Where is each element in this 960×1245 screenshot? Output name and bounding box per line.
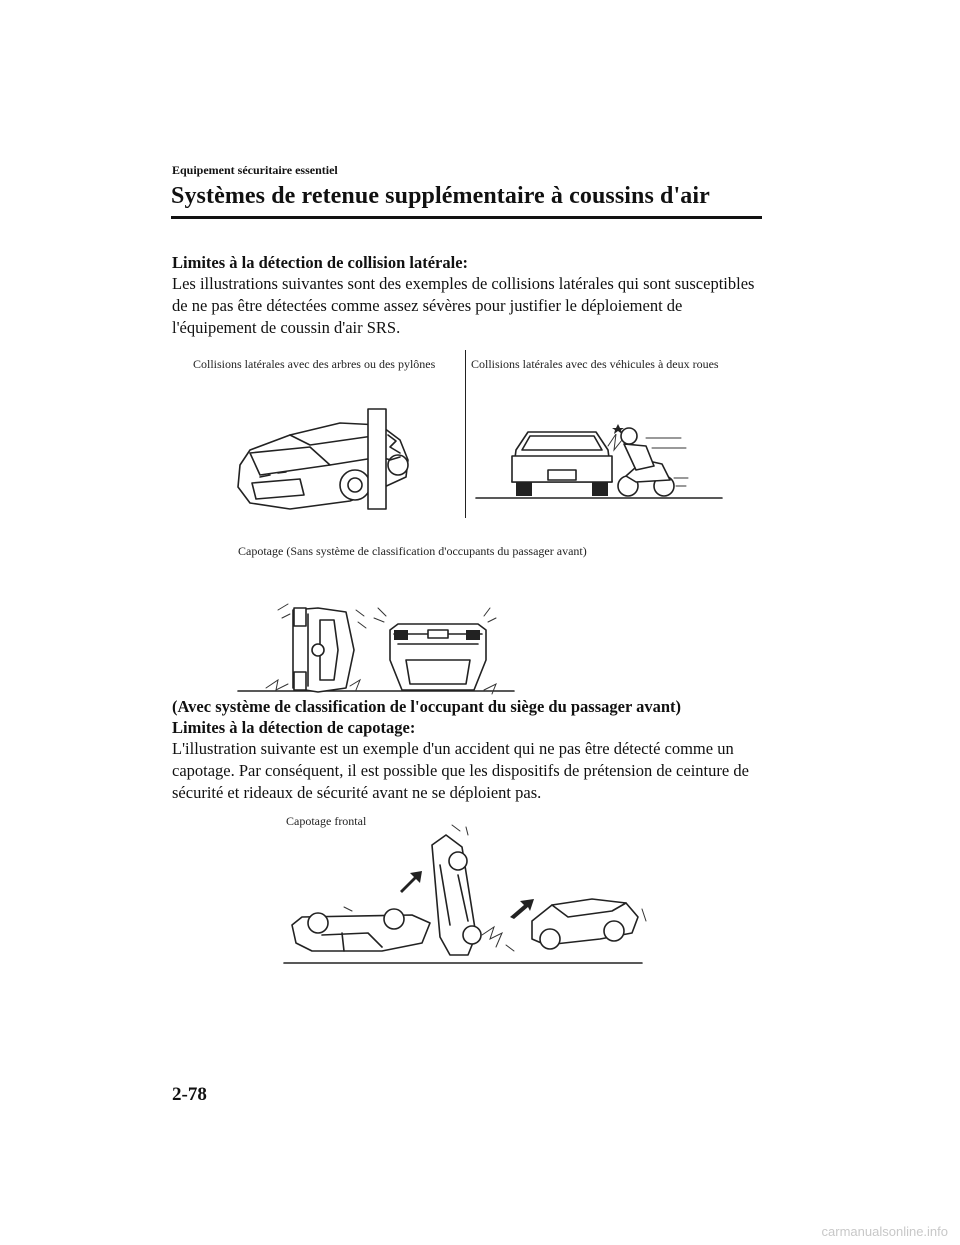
- caption-two-wheel: Collisions latérales avec des véhicules à deux roues: [471, 357, 719, 371]
- watermark: carmanualsonline.info: [821, 1224, 948, 1239]
- side-collision-heading: Limites à la détection de collision latérale:: [172, 253, 469, 272]
- page-title: Systèmes de retenue supplémentaire à coussins d'air: [171, 183, 710, 209]
- side-collision-paragraph: Les illustrations suivantes sont des exemples de collisions latérales qui sont susceptibles de ne pas être détectées comme assez sévères pour justifier le déploiement de l'équipement de coussin d'air SRS.: [172, 274, 755, 337]
- title-underline: [171, 216, 762, 219]
- with-system-heading: (Avec système de classification de l'occupant du siège du passager avant): [172, 697, 682, 716]
- figure-divider: [465, 350, 466, 518]
- frontal-rollover-illustration: [282, 825, 647, 970]
- rollover-limits-heading: Limites à la détection de capotage:: [172, 718, 416, 737]
- page-number: 2-78: [172, 1084, 207, 1105]
- section-label: Equipement sécuritaire essentiel: [172, 163, 338, 177]
- caption-frontal-rollover: Capotage frontal: [286, 814, 367, 828]
- caption-rollover: Capotage (Sans système de classification d'occupants du passager avant): [238, 544, 587, 558]
- caption-tree-pole: Collisions latérales avec des arbres ou des pylônes: [193, 357, 436, 371]
- rollover-limits-paragraph: L'illustration suivante est un exemple d'un accident qui ne pas être détecté comme un capotage. Par conséquent, il est possible que les dispositifs de prétension de ceinture de sécurité et rideaux de sécurité avant ne se déploient pas.: [172, 739, 749, 802]
- rollover-illustration: [238, 600, 518, 695]
- pole-collision-illustration: [230, 405, 420, 515]
- motorcycle-collision-illustration: [476, 420, 726, 505]
